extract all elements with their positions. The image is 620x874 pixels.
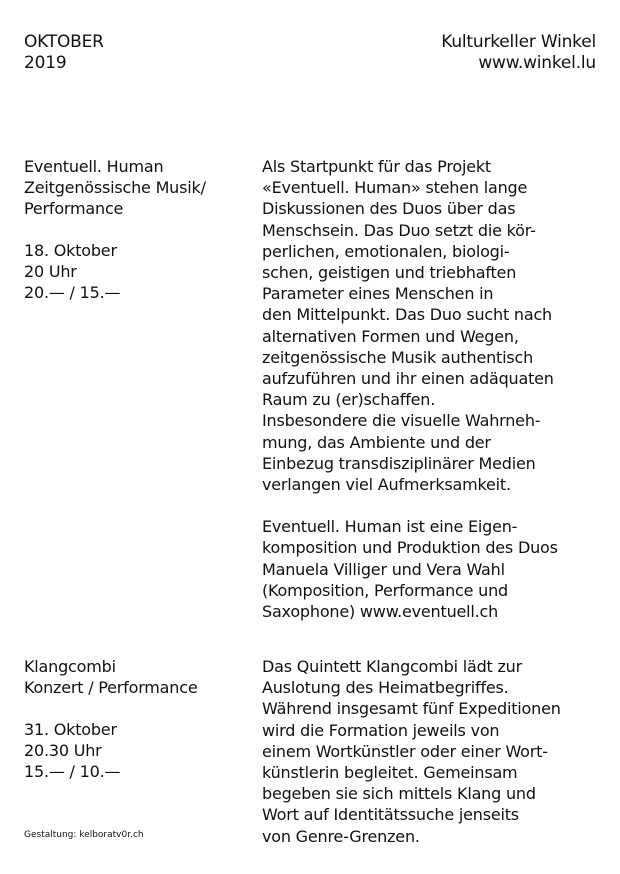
description-line: den Mittelpunkt. Das Duo sucht nach (262, 305, 553, 325)
description-line: Menschsein. Das Duo setzt die kör- (262, 220, 536, 240)
description-line: von Genre-Grenzen. (262, 826, 420, 846)
event-price: 15.— / 10.— (24, 762, 121, 781)
description-line: Insbesondere die visuelle Wahrneh- (262, 411, 541, 431)
description-line: Einbezug transdisziplinärer Medien (262, 453, 536, 473)
description-line: aufzuführen und ihr einen adäquaten (262, 369, 554, 389)
spacer (24, 219, 254, 240)
event-title: Eventuell. Human (24, 157, 164, 176)
description-line: Wort auf Identitätssuche jenseits (262, 805, 519, 825)
header-date (24, 32, 104, 74)
description-line: künstlerin begleitet. Gemeinsam (262, 763, 518, 783)
description-line: Diskussionen des Duos über das (262, 199, 516, 219)
description-line: mung, das Ambiente und der (262, 432, 491, 452)
header-month: OKTOBER (24, 32, 104, 52)
spacer (262, 495, 602, 516)
description-line: Das Quintett Klangcombi lädt zur (262, 657, 522, 676)
description-line: Auslotung des Heimatbegriffes. (262, 678, 509, 698)
event-time: 20.30 Uhr (24, 741, 102, 760)
event-price: 20.— / 15.— (24, 283, 121, 302)
description-line: Raum zu (er)schaffen. (262, 390, 436, 410)
venue-name: Kulturkeller Winkel (441, 32, 596, 52)
event-description (262, 156, 602, 622)
event-meta (24, 656, 254, 782)
event-date: 31. Oktober (24, 720, 117, 739)
header-year: 2019 (24, 53, 67, 73)
event-description (262, 656, 602, 847)
event-meta (24, 156, 254, 303)
description-line: einem Wortkünstler oder einer Wort- (262, 741, 548, 761)
description-line: verlangen viel Aufmerksamkeit. (262, 475, 511, 495)
header-venue-info (441, 32, 596, 74)
description-line: alternativen Formen und Wegen, (262, 326, 519, 346)
description-line: schen, geistigen und triebhaften (262, 263, 517, 283)
description-line: Parameter eines Menschen in (262, 284, 494, 304)
event-time: 20 Uhr (24, 262, 77, 281)
description-line: (Komposition, Performance und (262, 580, 508, 600)
event-genre-line: Performance (24, 199, 124, 218)
description-line: perlichen, emotionalen, biologi- (262, 241, 510, 261)
design-credit: Gestaltung: kelboratv0r.ch (24, 830, 144, 840)
description-line: wird die Formation jeweils von (262, 720, 500, 740)
event-title: Klangcombi (24, 657, 116, 676)
description-line: Während insgesamt fünf Expeditionen (262, 699, 561, 719)
description-line: zeitgenössische Musik authentisch (262, 347, 534, 367)
description-line: Manuela Villiger und Vera Wahl (262, 559, 505, 579)
venue-website: www.winkel.lu (478, 53, 596, 73)
description-line: «Eventuell. Human» stehen lange (262, 178, 528, 198)
spacer (24, 698, 254, 719)
description-line: komposition und Produktion des Duos (262, 538, 558, 558)
event-genre-line: Konzert / Performance (24, 678, 198, 697)
description-line: begeben sie sich mittels Klang und (262, 784, 536, 804)
event-genre-line: Zeitgenössische Musik/ (24, 178, 206, 197)
description-line: Saxophone) www.eventuell.ch (262, 602, 499, 622)
description-line: Als Startpunkt für das Projekt (262, 157, 491, 176)
description-line: Eventuell. Human ist eine Eigen- (262, 517, 518, 537)
event-date: 18. Oktober (24, 241, 117, 260)
